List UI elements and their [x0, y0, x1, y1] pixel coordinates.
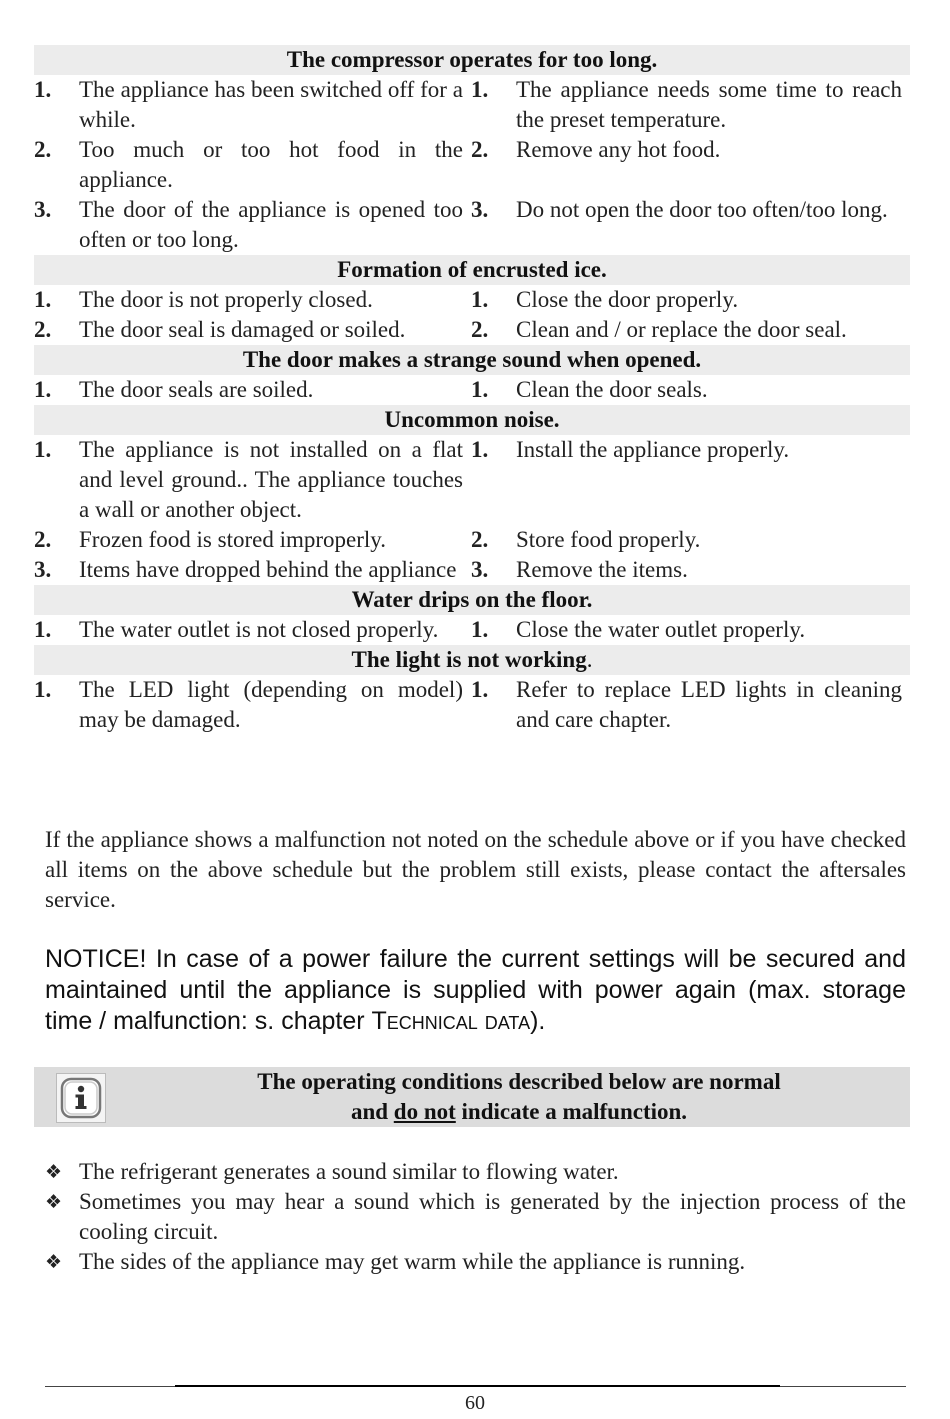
bullet-text: The refrigerant generates a sound similar to flowing water.	[79, 1159, 619, 1184]
remedy-text: Remove the items.	[516, 557, 688, 582]
remedy-text: Close the water outlet properly.	[516, 617, 806, 642]
remedy-number: 1.	[471, 617, 489, 642]
footer-rule-accent	[175, 1385, 780, 1387]
remedy-number: 2.	[471, 137, 489, 162]
cause-number: 1.	[34, 77, 52, 102]
bullet-text: Sometimes you may hear a sound which is generated by the injection process of the cooling circuit.	[79, 1189, 906, 1244]
list-item	[45, 1187, 906, 1247]
section-header: Uncommon noise.	[34, 405, 910, 435]
section-header	[34, 645, 910, 675]
cause-number: 1.	[34, 437, 52, 462]
info-box	[34, 1067, 910, 1127]
cause-text: Too much or too hot food in the appliance.	[79, 137, 463, 192]
remedy-text: Install the appliance properly.	[516, 437, 790, 462]
remedy-text: The appliance needs some time to reach the preset temperature.	[516, 77, 902, 132]
cause-text: The appliance is not installed on a flat and level ground.. The appliance touches a wall or another object.	[79, 437, 463, 522]
cause-number: 3.	[34, 197, 52, 222]
notice-text: In case of a power failure the current settings will be secured and maintained until the appliance is supplied with power again (max. storage time / malfunction: s. chapter	[45, 945, 906, 1035]
table-row	[34, 555, 910, 585]
remedy-number: 2.	[471, 317, 489, 342]
table-row	[34, 315, 910, 345]
chapter-reference: Technical data	[371, 1007, 531, 1035]
cause-text: The LED light (depending on model) may be damaged.	[79, 677, 463, 732]
list-item	[45, 1247, 906, 1277]
table-row	[34, 195, 910, 255]
page-number: 60	[465, 1392, 485, 1414]
cause-text: The door seal is damaged or soiled.	[79, 317, 406, 342]
cause-number: 2.	[34, 317, 52, 342]
info-line-2: and do not indicate a malfunction.	[350, 1099, 688, 1124]
bullet-text: The sides of the appliance may get warm while the appliance is running.	[79, 1249, 746, 1274]
remedy-text: Store food properly.	[516, 527, 701, 552]
table-row	[34, 525, 910, 555]
section-header: Formation of encrusted ice.	[34, 255, 910, 285]
cause-number: 1.	[34, 377, 52, 402]
cause-text: The door is not properly closed.	[79, 287, 373, 312]
malfunction-paragraph: If the appliance shows a malfunction not noted on the schedule above or if you have checked all items on the above schedule but the problem still exists, please contact the aftersales service.	[45, 827, 906, 912]
cause-text: The water outlet is not closed properly.	[79, 617, 439, 642]
notice-paragraph	[45, 944, 906, 1037]
notice-end: ).	[530, 1007, 546, 1035]
section-header: The door makes a strange sound when opened.	[34, 345, 910, 375]
remedy-text: Clean the door seals.	[516, 377, 708, 402]
section-title: The light is not working	[351, 647, 587, 672]
remedy-number: 3.	[471, 557, 489, 582]
section-header: Water drips on the floor.	[34, 585, 910, 615]
cause-text: The door seals are soiled.	[79, 377, 314, 402]
diamond-bullet-icon: ❖	[45, 1191, 63, 1213]
cause-text: Items have dropped behind the appliance	[79, 557, 457, 582]
remedy-text: Do not open the door too often/too long.	[516, 197, 888, 222]
remedy-text: Refer to replace LED lights in cleaning and care chapter.	[516, 677, 902, 732]
cause-text: The door of the appliance is opened too often or too long.	[79, 197, 463, 252]
remedy-number: 1.	[471, 287, 489, 312]
troubleshooting-table	[34, 45, 910, 735]
remedy-number: 2.	[471, 527, 489, 552]
info-text	[144, 1067, 894, 1127]
cause-number: 2.	[34, 137, 52, 162]
cause-number: 1.	[34, 617, 52, 642]
remedy-number: 1.	[471, 437, 489, 462]
remedy-text: Clean and / or replace the door seal.	[516, 317, 847, 342]
remedy-number: 3.	[471, 197, 489, 222]
diamond-bullet-icon: ❖	[45, 1251, 63, 1273]
cause-number: 1.	[34, 287, 52, 312]
bullet-list	[45, 1157, 906, 1277]
cause-text: Frozen food is stored improperly.	[79, 527, 387, 552]
table-row	[34, 75, 910, 135]
cause-number: 2.	[34, 527, 52, 552]
table-row	[34, 675, 910, 735]
remedy-text: Remove any hot food.	[516, 137, 721, 162]
remedy-text: Close the door properly.	[516, 287, 739, 312]
remedy-number: 1.	[471, 77, 489, 102]
section-header: The compressor operates for too long.	[34, 45, 910, 75]
list-item	[45, 1157, 906, 1187]
diamond-bullet-icon: ❖	[45, 1161, 63, 1183]
cause-number: 3.	[34, 557, 52, 582]
cause-number: 1.	[34, 677, 52, 702]
table-row	[34, 285, 910, 315]
table-row	[34, 375, 910, 405]
table-row	[34, 435, 910, 525]
emphasis-underline: do not	[393, 1099, 456, 1124]
remedy-number: 1.	[471, 677, 489, 702]
table-row	[34, 135, 910, 195]
section-title-period: .	[586, 647, 593, 672]
table-row	[34, 615, 910, 645]
info-icon	[56, 1073, 106, 1123]
remedy-number: 1.	[471, 377, 489, 402]
notice-label: NOTICE!	[45, 945, 147, 973]
cause-text: The appliance has been switched off for a while.	[79, 77, 463, 132]
info-line-1: The operating conditions described below are normal	[257, 1069, 781, 1094]
